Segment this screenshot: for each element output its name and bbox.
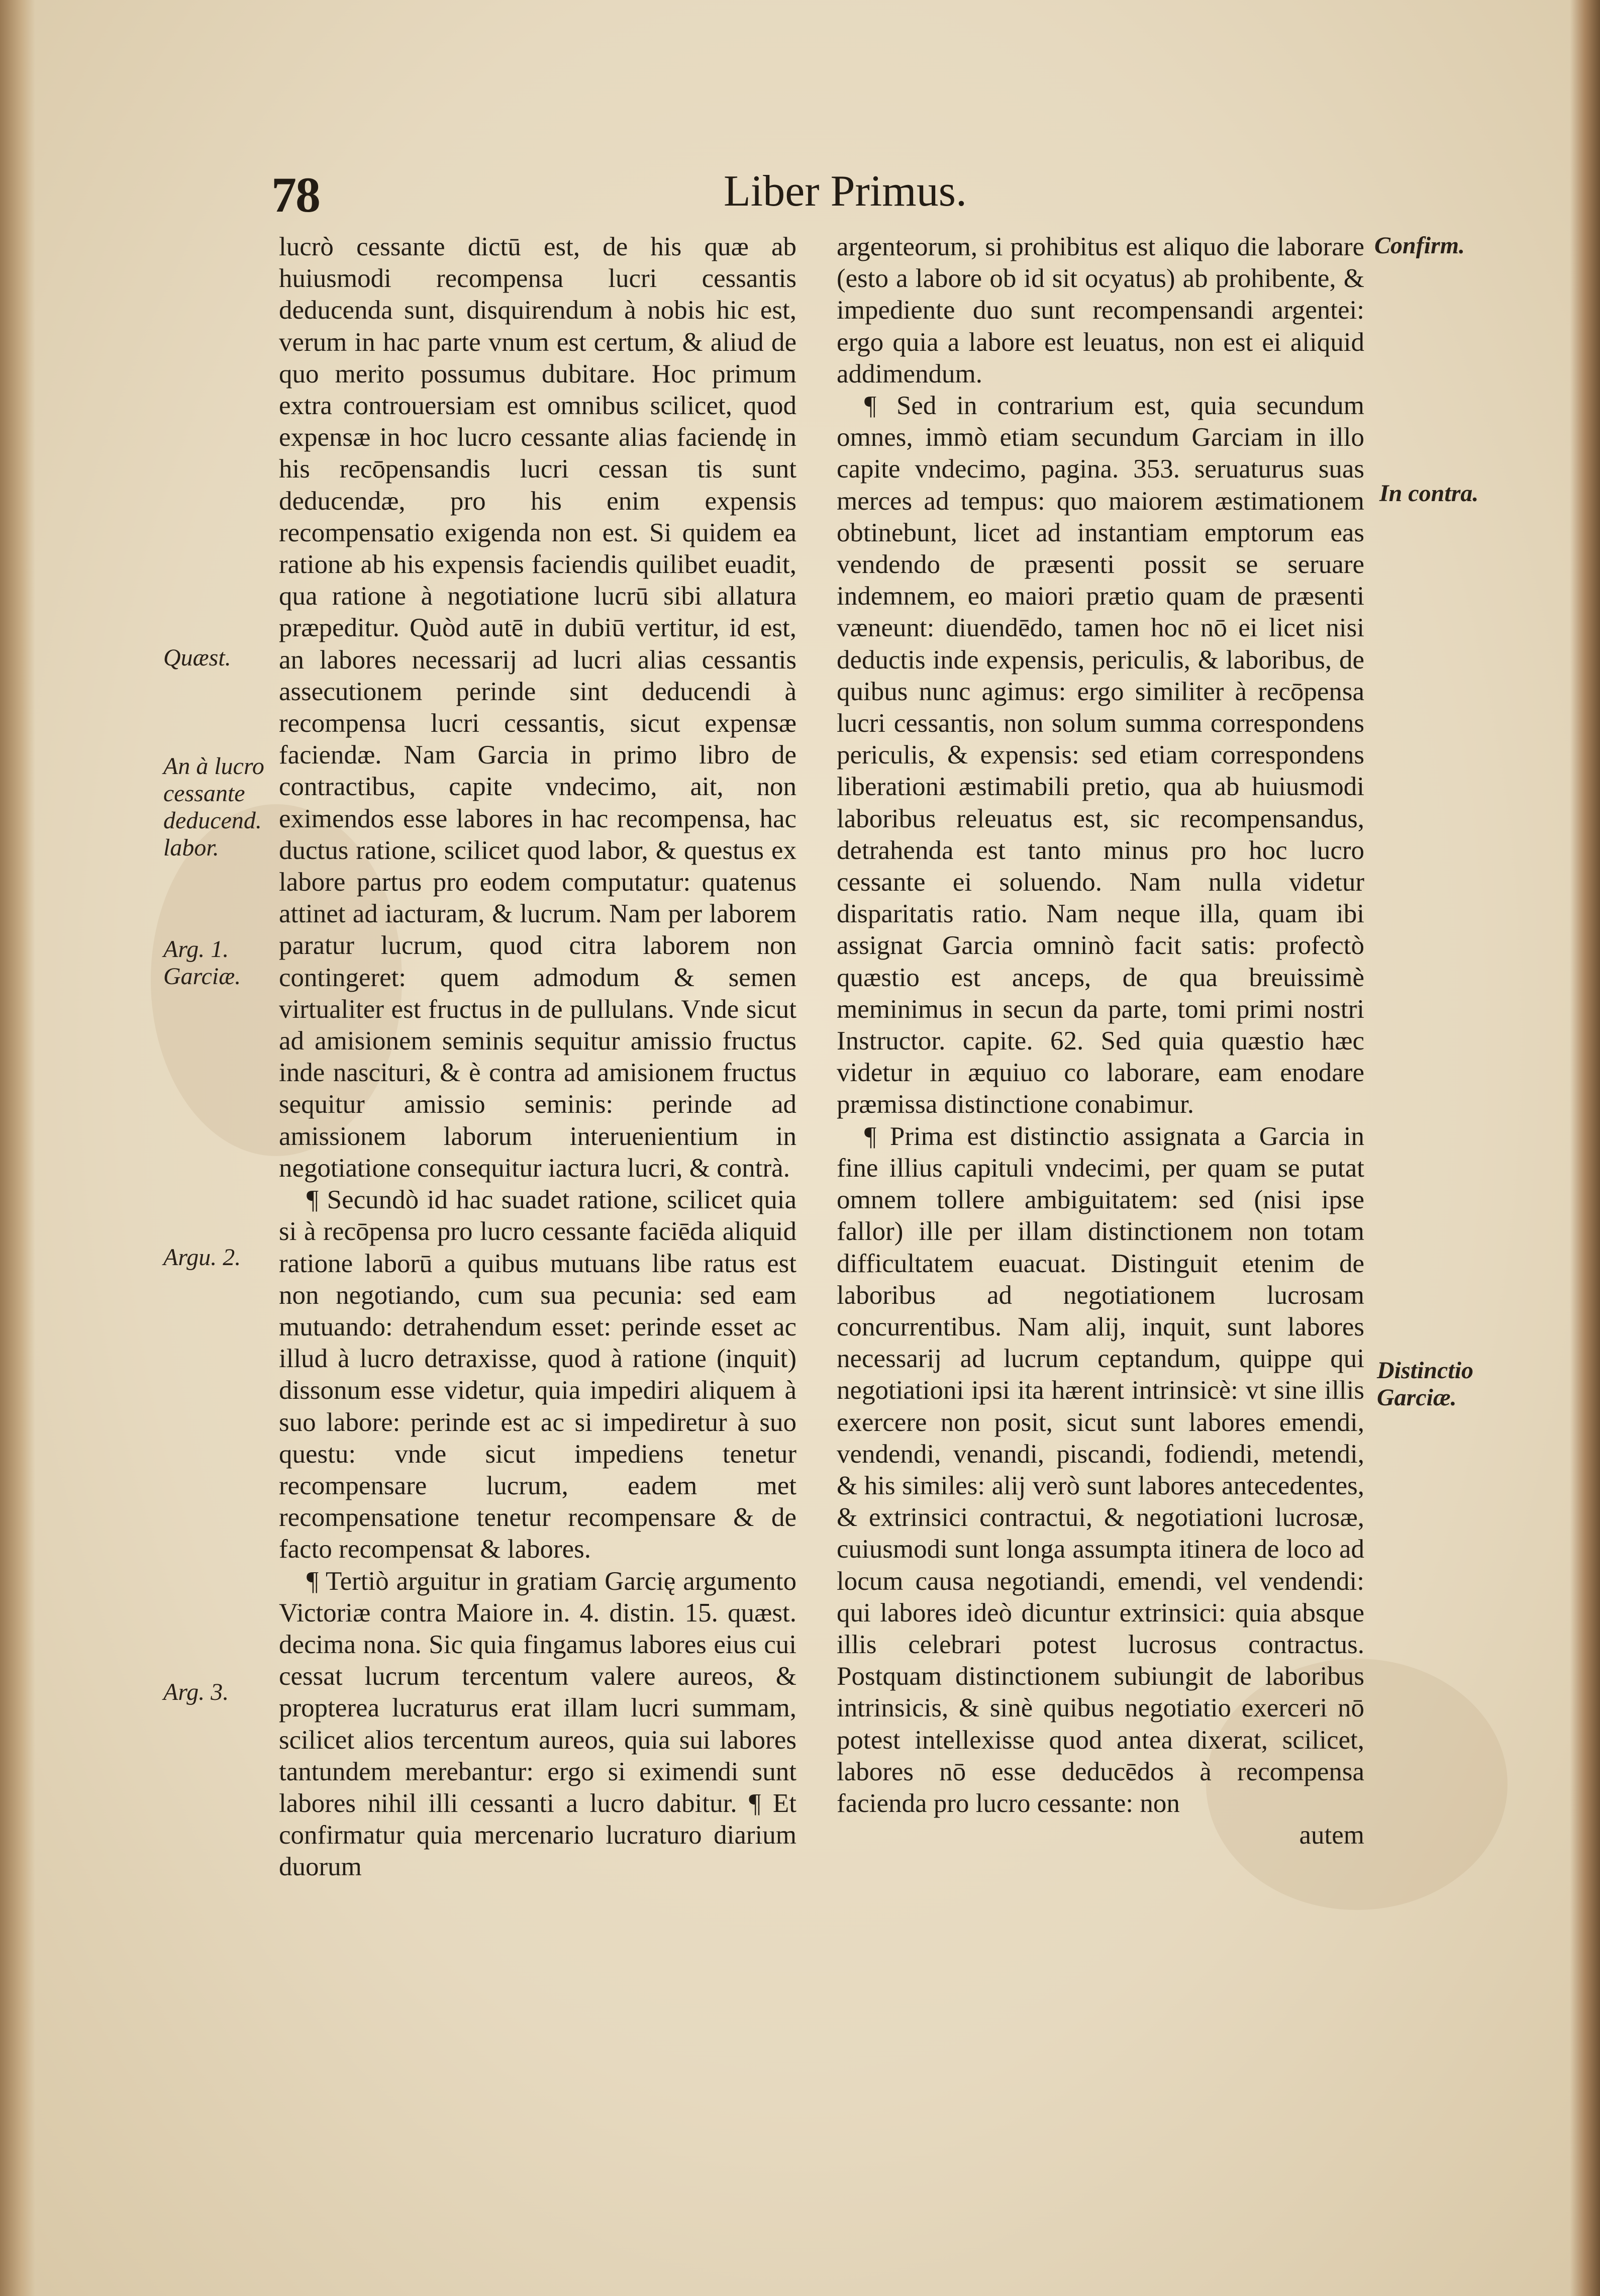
marginal-note-arg2: Argu. 2. [163,1244,241,1271]
page-header [271,166,1377,221]
paragraph: ¶ Sed in contrarium est, quia secundum omnes, immò etiam secundum Garciam in illo capite vndecimo, pagina. 353. seruaturus suas merces ad tempus: quo maiorem æstimationem obtinebunt, licet ad instantiam emptorum eas vendendo de præsenti possit se seruare indemnem, eo maiori prætio quam de præsenti væneunt: diuendēdo, tamen hoc nō ei licet nisi deductis inde expensis, periculis, & laboribus, de quibus nunc agimus: ergo similiter à recōpensa lucri cessantis, non solum summa correspondens periculis, & expensis: sed etiam correspondens liberationi æstimabili pretio, qua ab huiusmodi laboribus releuatus est, sic recompensandus, detrahenda est tanto minus pro hoc lucro cessante ei soluendo. Nam nulla videtur disparitatis ratio. Nam neque illa, quam ibi assignat Garcia omninò facit satis: profectò quæstio est anceps, de qua breuissimè meminimus in secun da parte, tomi primi nostri Instructor. capite. 62. Sed quia quæstio hæc videtur in æquiuo co laborare, eam enodare præmissa distinctione conabimur. [837,391,1364,1119]
paragraph: ¶ Tertiò arguitur in gratiam Garcię argumento Victoriæ contra Maiore in. 4. distin. 15. quæst. decima nona. Sic quia fingamus labores eius cui cessat lucrum tercentum valere aureos, & propterea lucraturus erat illam lucri summam, scilicet alios tercentum aureos, quia sui labores tantundem merebantur: ergo si eximendi sunt labores nihil illi cessanti a lucro dabitur. ¶ Et confirmatur quia mercenario lucraturo diarium duorum [279,1566,796,1882]
marginal-note-in-contra: In contra. [1379,480,1479,507]
catchword: autem [1299,1821,1364,1850]
paragraph: ¶ Prima est distinctio assignata a Garcia in fine illius capituli vndecimi, per quam se putat omnem tollere ambiguitatem: sed (nisi ipse fallor) ille per illam distinctionem non totam difficultatem euacuat. Distinguit etenim de laboribus ad negotiationem lucrosam concurrentibus. Nam alij, inquit, sunt labores necessarij ad lucrum ceptandum, quippe qui negotiationi ipsi ita hærent intrinsicè: vt sine illis exercere non posit, sicut sunt labores emendi, vendendi, venandi, piscandi, fodiendi, metendi, & his similes: alij verò sunt labores antecedentes, & extrinsici contractui, & negotiationi lucrosæ, cuiusmodi sunt longa assumpta itinera de loco ad locum causa negotiandi, emendi, vel vendendi: qui labores ideò dicuntur extrinsici: quia absque illis celebrari potest lucrosus contractus. Postquam distinctionem subiungit de laboribus intrinsicis, & sinè quibus negotiatio exerceri nō potest intellexisse quod antea dixerat, scilicet, labores nō esse deducēdos à recompensa facienda pro lucro cessante: non [837,1121,1364,1818]
page-number: 78 [271,167,320,223]
marginal-note-an-a-lucro: An à lucro cessante deducend. labor. [163,753,264,861]
gutter-shadow [0,0,35,2296]
paragraph: lucrò cessante dictū est, de his quæ ab huiusmodi recompensa lucri cessantis deducenda sunt, disquirendum à nobis hic est, verum in hac parte vnum est certum, & aliud de quo merito possumus dubitare. Hoc primum extra controuersiam est omnibus scilicet, quod expensæ in hoc lucro cessante alias faciendę in his recōpensandis lucri cessan tis sunt deducendæ, pro his enim expensis recompensatio exigenda non est. Si quidem ea ratione ab his expensis faciendis quilibet euadit, qua ratione à negotiatione lucrū sibi allatura præpeditur. Quòd autē in dubiū vertitur, id est, an labores necessarij ad lucri alias cessantis assecutionem perinde sint deducendi à recompensa lucri cessantis, sicut expensæ faciendæ. Nam Garcia in primo libro de contractibus, capite vndecimo, ait, non eximendos esse labores in hac recompensa, hac ductus ratione, scilicet quod labor, & questus ex labore partus pro eodem computatur: quatenus attinet ad iacturam, & lucrum. Nam per laborem paratur lucrum, quod citra laborem non contingeret: quem admodum & semen virtualiter est fructus in de pullulans. Vnde sicut ad amisionem seminis sequitur amissio fructus inde nascituri, & è contra ad amisionem fructus sequitur amissio seminis: perinde ad amissionem laborum interuenientium in negotiatione consequitur iactura lucri, & contrà. [279,232,796,1183]
marginal-note-arg3: Arg. 3. [163,1679,229,1705]
marginal-note-confirm: Confirm. [1374,232,1465,259]
marginal-note-quaest: Quæst. [163,644,231,671]
right-text-column [837,231,1364,1851]
paragraph: ¶ Secundò id hac suadet ratione, scilicet quia si à recōpensa pro lucro cessante faciēda aliquid ratione laborū a quibus mutuans libe ratus est non negotiando, cum sua pecunia: sed eam mutuando: detrahendum esset: perinde esset ac illud à lucro detraxisse, quod à ratione (inquit) dissonum esse videtur, quia impediri aliquem à suo labore: perinde est ac si impediretur à suo questu: vnde sicut impediens tenetur recompensare lucrum, eadem met recompensatione tenetur recompensare & de facto recompensat & labores. [279,1185,796,1564]
marginal-note-distinctio: Distinctio Garciæ. [1377,1357,1474,1411]
marginal-note-arg1: Arg. 1. Garciæ. [163,936,241,990]
page-edge-shadow [1570,0,1600,2296]
paragraph: argenteorum, si prohibitus est aliquo die laborare (esto a labore ob id sit ocyatus) ab prohibente, & impediente duo sunt recompensandi argentei: ergo quia a labore est leuatus, non est ei aliquid addimendum. [837,232,1364,389]
left-text-column [279,231,796,1883]
running-title: Liber Primus. [724,167,967,216]
